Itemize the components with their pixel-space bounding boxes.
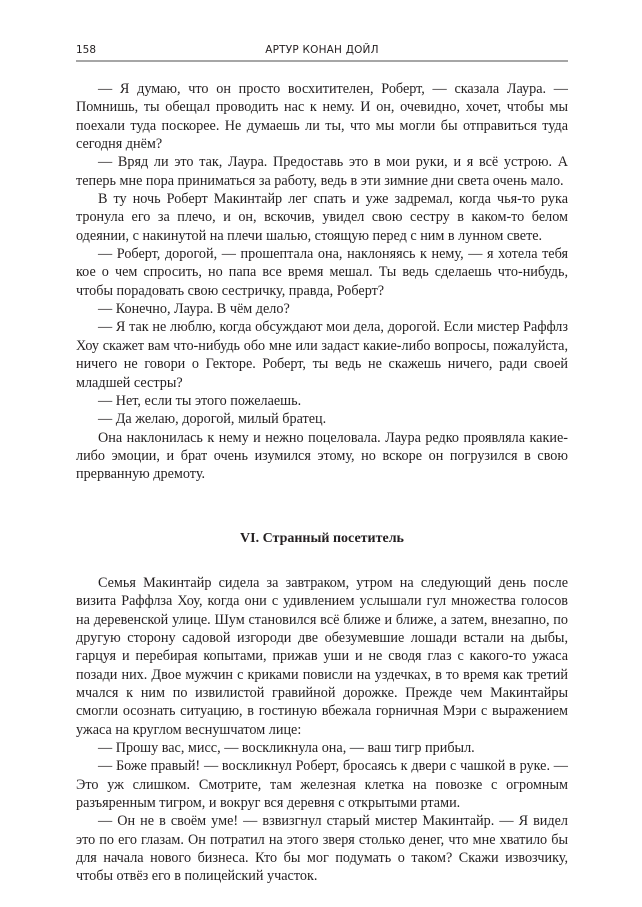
running-title: АРТУР КОНАН ДОЙЛ [265,44,379,56]
page-number: 158 [76,44,97,56]
paragraph: — Он не в своём уме! — взвизгнул старый мистер Макинтайр. — Я видел это по его глазам. Он потратил на этого зверя столько денег, что мне хватило бы для начала нового бизнеса. Кто бы мог подумать о таком? Скажи извозчику, чтобы отвёз его в полицейский участок. [76,813,568,885]
book-page [76,40,568,886]
paragraph: — Прошу вас, мисс, — воскликнула она, — ваш тигр прибыл. [98,740,475,756]
chapter-heading: VI. Странный посетитель [240,530,404,546]
paragraph: — Боже правый! — воскликнул Роберт, бросаясь к двери с чашкой в руке. — Это уж слишком. Смотрите, там железная клетка на повозке с огромным разъяренным тигром, и вокруг вся деревня с открытыми ртами. [76,758,568,812]
paragraph: — Я думаю, что он просто восхитителен, Роберт, — сказала Лаура. — Помнишь, ты обещал проводить нас к нему. И он, очевидно, хочет, чтобы мы поехали туда поскорее. Не думаешь ли ты, что мы могли бы отправиться туда сегодня днём? [76,81,568,153]
paragraph: — Роберт, дорогой, — прошептала она, наклоняясь к нему, — я хотела тебя кое о чем спросить, но папа все время мешал. Ты ведь сделаешь что-нибудь, чтобы порадовать свою сестричку, правда, Роберт? [76,246,568,299]
paragraph: Семья Макинтайр сидела за завтраком, утром на следующий день после визита Раффлза Хоу, когда они с удивлением услышали гул множества голосов на деревенской улице. Шум становился всё ближе и ближе, а затем, внезапно, по другую сторону садовой изгороди две обезумевшие лошади встали на дыбы, гарцуя и перебирая копытами, прижав уши и не сводя глаз с какого-то ужаса позади них. Двое мужчин с криками повисли на уздечках, в то время как третий мчался к ним по извилистой гравийной дорожке. Прежде чем Макинтайры смогли осознать ситуацию, в гостиную вбежала горничная Мэри с выражением ужаса на круглом веснушчатом лице: [76,574,568,738]
paragraph: — Вряд ли это так, Лаура. Предоставь это в мои руки, и я всё устрою. А теперь мне пора приниматься за работу, ведь в эти зимние дни света очень мало. [76,154,568,189]
paragraph: — Да желаю, дорогой, милый братец. [98,411,327,428]
page-body [76,80,568,886]
paragraph: — Нет, если ты этого пожелаешь. [98,392,302,409]
running-header [76,40,568,62]
paragraph: — Я так не люблю, когда обсуждают мои дела, дорогой. Если мистер Раффлз Хоу скажет вам что-нибудь обо мне или задаст какие-либо вопросы, пожалуйста, ничего не говори о Гекторе. Роберт, ты ведь не скажешь ничего, ради своей младшей сестры? [76,319,568,391]
paragraph: В ту ночь Роберт Макинтайр лег спать и уже задремал, когда чья-то рука тронула его за плечо, и он, вскочив, увидел свою сестру в каком-то белом одеянии, с накинутой на плечи шалью, стоящую перед с ним в лунном свете. [76,191,568,244]
paragraph: Она наклонилась к нему и нежно поцеловала. Лаура редко проявляла какие-либо эмоции, и брат очень изумился этому, но вскоре он погрузился в свою прерванную дремоту. [76,429,568,483]
paragraph: — Конечно, Лаура. В чём дело? [98,301,290,318]
